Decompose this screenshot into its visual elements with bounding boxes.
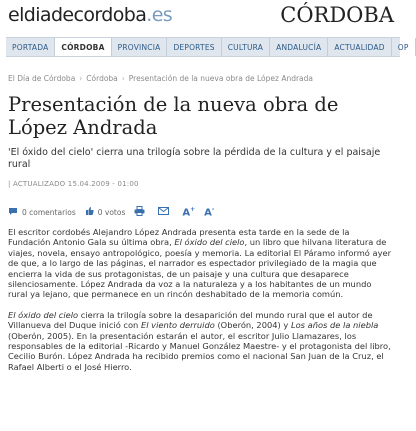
nav-item-actualidad[interactable]: ACTUALIDAD xyxy=(328,38,391,56)
breadcrumb xyxy=(8,74,313,83)
article-subtitle: 'El óxido del cielo' cierra una trilogía sobre la pérdida de la cultura y el paisaje rural xyxy=(8,147,381,170)
logo-main: eldiadecordoba xyxy=(8,4,147,26)
edition-city: CÓRDOBA xyxy=(280,3,394,27)
print-icon xyxy=(134,206,145,218)
body-text: presenta esta tarde en la sede de la Fundación Antonio Gala su última obra, xyxy=(8,227,350,248)
nav-item-op[interactable]: OP xyxy=(392,38,416,56)
print-button[interactable] xyxy=(134,206,149,218)
breadcrumb-item[interactable]: El Día de Córdoba xyxy=(8,74,76,83)
book-title: El óxido del cielo xyxy=(174,237,245,248)
nav-item-andalucía[interactable]: ANDALUCÍA xyxy=(270,38,328,56)
book-title: El viento derruido xyxy=(140,320,215,331)
article-body xyxy=(8,227,393,382)
article-title: Presentación de la nueva obra de López Andrada xyxy=(8,93,339,139)
body-text: cierra la trilogía sobre la desaparición del mundo rural que el autor de Villanueva del Duque inició con xyxy=(8,309,373,331)
email-icon xyxy=(158,207,169,217)
nav-item-cultura[interactable]: CULTURA xyxy=(222,38,270,56)
article-paragraph xyxy=(8,227,393,300)
votes-count: 0 votos xyxy=(97,207,126,217)
site-logo[interactable] xyxy=(8,4,172,26)
body-text: , un libro que hilvana literatura de viajes, novela, ensayo antropológico, poesía y memoria. La editorial El Páramo informó ayer de que, a lo largo de las páginas, el narrador es espectador privilegiado de la magia que encierra la vida de sus protagonistas, de un paisaje y una cultura que desaparece silenciosamente. López Andrada da voz a la naturaleza y a los habitantes de un mundo rural ya lejano, que permanece en un rincón deshabitado de la memoria común. xyxy=(8,237,392,300)
breadcrumb-separator: › xyxy=(79,74,83,83)
book-title: Los años de la niebla xyxy=(290,320,379,331)
breadcrumb-separator: › xyxy=(121,74,125,83)
nav-item-provincia[interactable]: PROVINCIA xyxy=(112,38,168,56)
comments-link[interactable] xyxy=(8,207,76,218)
article-toolbar xyxy=(8,205,223,219)
body-text: (Oberón, 2004) y xyxy=(214,320,291,331)
site-header xyxy=(0,0,400,36)
nav-item-deportes[interactable]: DEPORTES xyxy=(167,38,221,56)
votes-link[interactable] xyxy=(85,206,126,218)
body-text: (Oberón, 2005). En la presentación estarán el autor, el escritor Julio Llamazares, los responsables de la editorial -Ricardo y Manuel González Maestre- y el protagonista del libro, Cecilio Burón. López Andrada ha recibido premios como el nacional San Juan de la Cruz, el Rafael Alberti o el José Hierro. xyxy=(8,330,391,372)
nav-item-córdoba[interactable]: CÓRDOBA xyxy=(55,38,111,56)
font-increase-button[interactable]: A+ xyxy=(182,205,196,219)
body-text: El escritor cordobés Alejandro López Andrada xyxy=(8,227,197,237)
thumbs-up-icon xyxy=(85,206,94,218)
book-title: El óxido del cielo xyxy=(8,309,79,320)
article-paragraph xyxy=(8,310,393,372)
comment-icon xyxy=(8,207,18,218)
email-button[interactable] xyxy=(158,207,173,217)
breadcrumb-item[interactable]: Presentación de la nueva obra de López Andrada xyxy=(128,74,313,83)
comments-count: 0 comentarios xyxy=(22,207,76,217)
font-decrease-button[interactable]: A- xyxy=(204,205,215,219)
main-nav xyxy=(6,37,409,57)
nav-item-portada[interactable]: PORTADA xyxy=(6,38,55,56)
updated-timestamp: | ACTUALIZADO 15.04.2009 - 01:00 xyxy=(8,180,139,188)
logo-tld: .es xyxy=(146,4,173,26)
breadcrumb-item[interactable]: Córdoba xyxy=(86,74,118,83)
